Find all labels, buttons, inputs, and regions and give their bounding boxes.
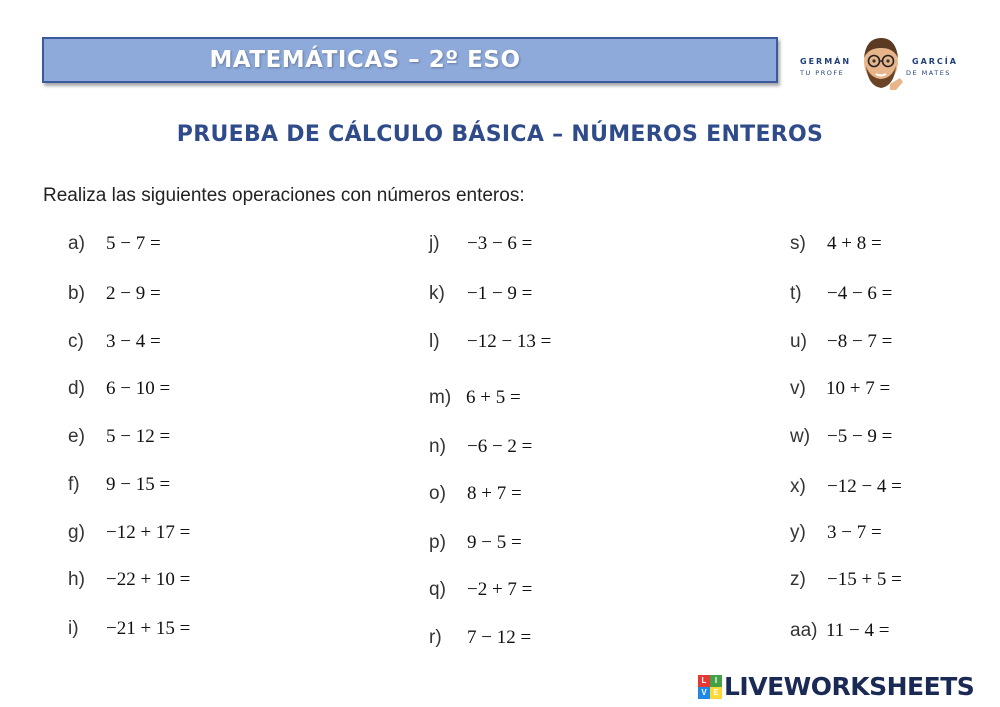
exercise-label: t)	[790, 283, 802, 304]
exercise-label: v)	[790, 378, 806, 399]
exercise-label: e)	[68, 426, 85, 447]
exercise-expression: −3 − 6 =	[467, 233, 533, 254]
exercise-l	[429, 331, 551, 353]
exercise-r	[429, 627, 531, 649]
exercise-q	[429, 579, 532, 601]
exercise-aa	[790, 620, 889, 642]
exercise-label: x)	[790, 476, 806, 497]
exercise-label: l)	[429, 331, 440, 352]
exercise-u	[790, 331, 892, 353]
exercise-e	[68, 426, 170, 448]
exercise-label: q)	[429, 579, 446, 600]
icon-letter-e: E	[710, 687, 722, 699]
exercise-p	[429, 532, 522, 554]
exercise-expression: 10 + 7 =	[826, 378, 891, 399]
liveworksheets-wordmark: LIVEWORKSHEETS	[724, 672, 975, 701]
exercise-expression: −15 + 5 =	[827, 569, 902, 590]
exercise-label: n)	[429, 436, 446, 457]
exercise-label: p)	[429, 532, 446, 553]
exercise-expression: 3 − 7 =	[827, 522, 882, 543]
exercise-expression: −12 + 17 =	[106, 522, 191, 543]
exercise-expression: 4 + 8 =	[827, 233, 882, 254]
exercise-expression: 5 − 12 =	[106, 426, 171, 447]
exercise-s	[790, 233, 882, 255]
exercise-label: m)	[429, 387, 452, 408]
exercise-expression: −6 − 2 =	[467, 436, 533, 457]
exercise-expression: −8 − 7 =	[827, 331, 893, 352]
exercise-c	[68, 331, 161, 353]
exercise-j	[429, 233, 532, 255]
exercise-f	[68, 474, 170, 496]
logo-name-right: GARCÍA	[912, 57, 958, 66]
exercise-expression: 5 − 7 =	[106, 233, 161, 254]
exercise-expression: 6 − 10 =	[106, 378, 171, 399]
exercise-expression: 6 + 5 =	[466, 387, 521, 408]
logo-tagline-right: DE MATES	[906, 69, 951, 77]
exercise-expression: −22 + 10 =	[106, 569, 191, 590]
exercise-label: f)	[68, 474, 80, 495]
exercise-expression: −1 − 9 =	[467, 283, 533, 304]
exercise-i	[68, 618, 190, 640]
exercise-label: o)	[429, 483, 446, 504]
exercise-label: s)	[790, 233, 806, 254]
exercise-label: y)	[790, 522, 806, 543]
exercise-expression: 8 + 7 =	[467, 483, 522, 504]
exercise-h	[68, 569, 190, 591]
exercise-label: k)	[429, 283, 445, 304]
exercise-expression: −21 + 15 =	[106, 618, 191, 639]
exercise-expression: −5 − 9 =	[827, 426, 893, 447]
exercise-expression: 9 − 5 =	[467, 532, 522, 553]
exercise-d	[68, 378, 170, 400]
icon-letter-v: V	[698, 687, 710, 699]
exercise-label: u)	[790, 331, 807, 352]
exercise-g	[68, 522, 190, 544]
exercise-o	[429, 483, 522, 505]
logo-tagline-left: TU PROFE	[800, 69, 845, 77]
instructions-text: Realiza las siguientes operaciones con números enteros:	[43, 185, 525, 206]
exercise-label: d)	[68, 378, 85, 399]
exercise-y	[790, 522, 882, 544]
exercise-label: h)	[68, 569, 85, 590]
exercise-w	[790, 426, 892, 448]
exercise-a	[68, 233, 161, 255]
header-banner	[42, 37, 778, 83]
exercise-label: c)	[68, 331, 84, 352]
exercise-label: j)	[429, 233, 440, 254]
exercise-expression: −4 − 6 =	[827, 283, 893, 304]
exercise-expression: −12 − 13 =	[467, 331, 552, 352]
exercise-label: a)	[68, 233, 85, 254]
exercise-label: b)	[68, 283, 85, 304]
exercise-v	[790, 378, 890, 400]
exercise-z	[790, 569, 902, 591]
exercise-expression: −12 − 4 =	[827, 476, 902, 497]
exercise-expression: 9 − 15 =	[106, 474, 171, 495]
exercise-m	[429, 387, 521, 409]
exercise-label: z)	[790, 569, 806, 590]
exercise-label: w)	[790, 426, 811, 447]
banner-title: MATEMÁTICAS – 2º ESO	[209, 47, 521, 73]
exercise-k	[429, 283, 532, 305]
worksheet-subtitle: PRUEBA DE CÁLCULO BÁSICA – NÚMEROS ENTEROS	[176, 122, 824, 147]
exercise-n	[429, 436, 532, 458]
icon-letter-i: I	[710, 675, 722, 687]
logo-name-left: GERMÁN	[800, 57, 852, 66]
exercise-x	[790, 476, 902, 498]
liveworksheets-icon	[698, 675, 722, 699]
exercise-label: g)	[68, 522, 85, 543]
avatar-icon	[856, 32, 906, 96]
exercise-label: r)	[429, 627, 442, 648]
exercise-expression: 3 − 4 =	[106, 331, 161, 352]
liveworksheets-logo[interactable]	[698, 672, 974, 701]
exercise-label: aa)	[790, 620, 818, 641]
exercise-expression: 11 − 4 =	[826, 620, 890, 641]
exercise-expression: 7 − 12 =	[467, 627, 532, 648]
exercise-expression: −2 + 7 =	[467, 579, 533, 600]
exercise-b	[68, 283, 161, 305]
icon-letter-l: L	[698, 675, 710, 687]
exercise-t	[790, 283, 892, 305]
exercise-label: i)	[68, 618, 79, 639]
exercise-expression: 2 − 9 =	[106, 283, 161, 304]
author-logo	[800, 30, 960, 100]
